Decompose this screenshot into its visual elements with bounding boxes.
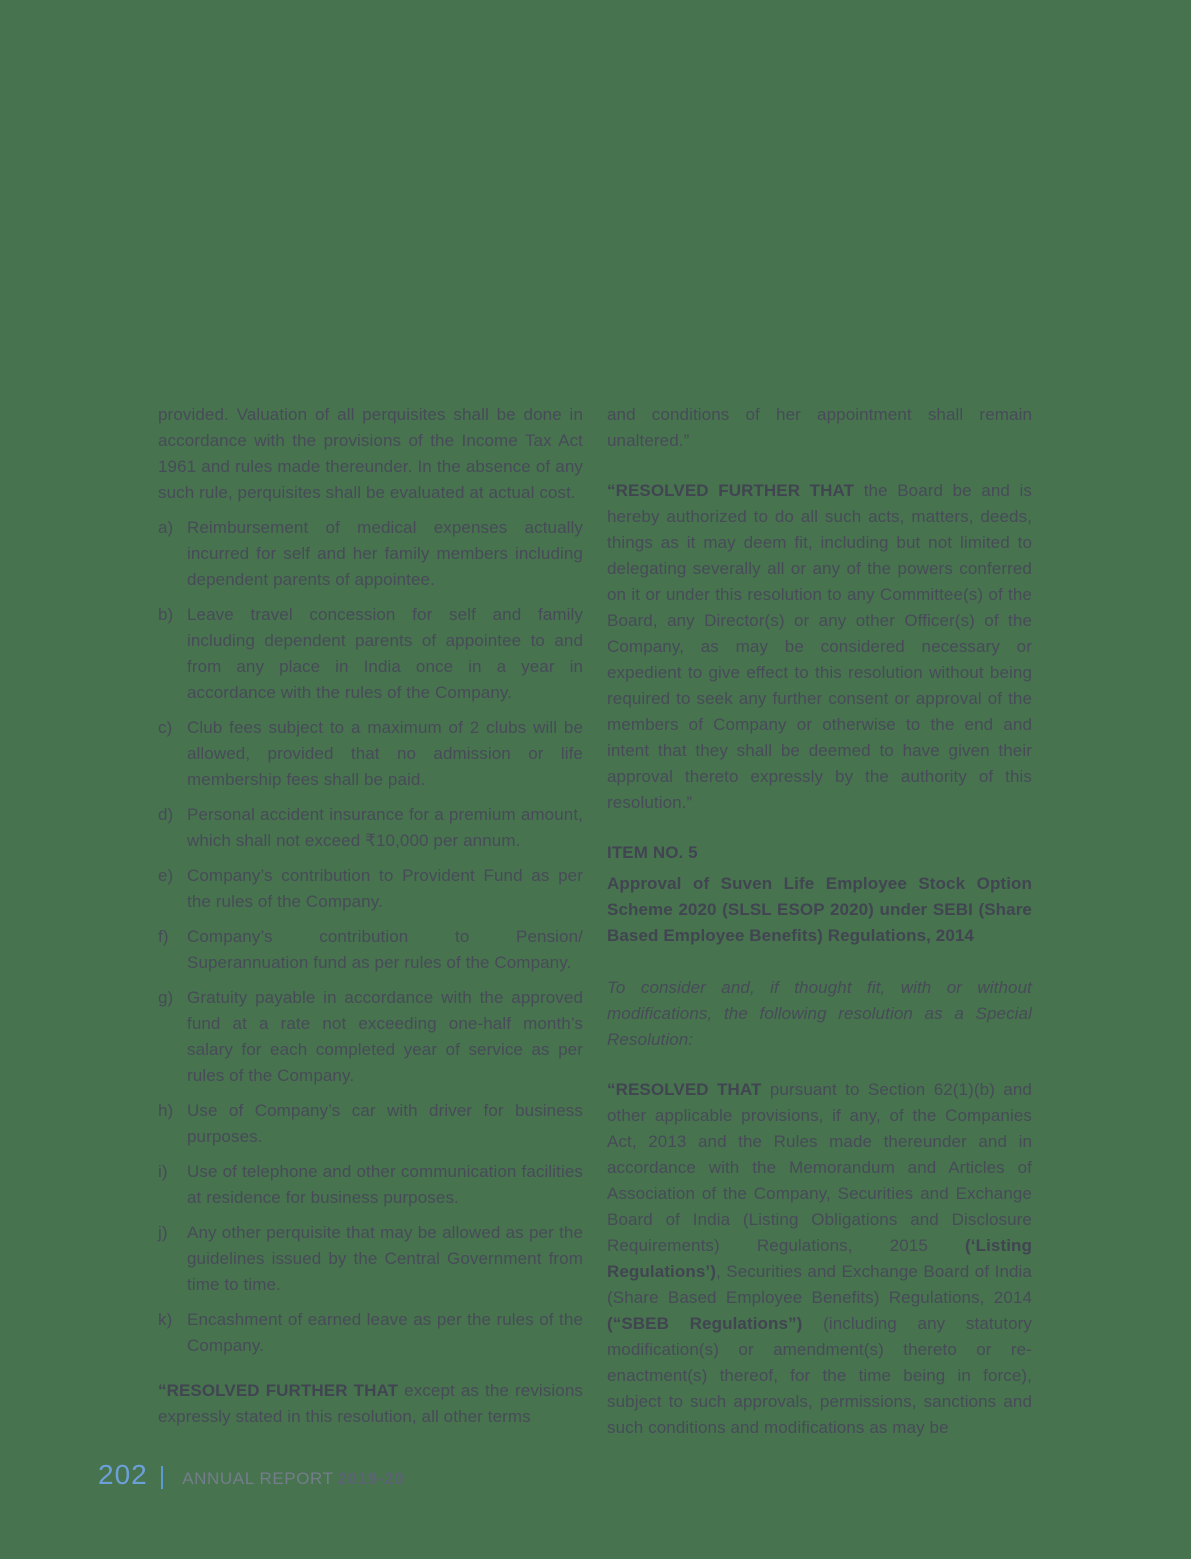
page-content: [158, 402, 1032, 1441]
listing-regulations-term: (‘Listing Regulations’): [607, 1236, 1032, 1281]
list-item-text: Encashment of earned leave as per the rules of the Company.: [187, 1310, 583, 1355]
resolved-further-paragraph: [607, 478, 1032, 816]
resolved-further-rest: except as the revisions expressly stated in this resolution, all other terms: [158, 1381, 583, 1426]
list-item-label: b): [158, 605, 174, 624]
list-item-label: g): [158, 988, 174, 1007]
page-footer: [98, 1458, 404, 1492]
list-item-text: Gratuity payable in accordance with the approved fund at a rate not exceeding one-half month’s salary for each completed year of service as per rules of the Company.: [187, 988, 583, 1085]
report-year: 2019-20: [337, 1469, 405, 1488]
list-item-label: k): [158, 1310, 173, 1329]
list-item-label: e): [158, 866, 174, 885]
item-5-title: Approval of Suven Life Employee Stock Option Scheme 2020 (SLSL ESOP 2020) under SEBI (Share Based Employee Benefits) Regulations, 2014: [607, 874, 1032, 945]
page-number: 202: [98, 1459, 148, 1490]
list-item-text: Personal accident insurance for a premium amount, which shall not exceed ₹10,000 per annum.: [187, 805, 583, 850]
resolved-that-text: (including any statutory modification(s) or amendment(s) thereto or re-enactment(s) thereof, for the time being in force), subject to such approvals, permissions, sanctions and such conditions and modifications as may be: [607, 1314, 1033, 1437]
sbeb-regulations-term: (“SBEB Regulations”): [607, 1314, 803, 1333]
list-item-label: d): [158, 805, 174, 824]
list-item-label: i): [158, 1162, 168, 1181]
list-item-label: a): [158, 518, 174, 537]
list-item-text: Leave travel concession for self and family including dependent parents of appointee to and from any place in India once in a year in accordance with the rules of the Company.: [187, 605, 583, 702]
list-item-text: Company’s contribution to Pension/ Superannuation fund as per rules of the Company.: [187, 927, 583, 972]
list-item: [158, 924, 583, 976]
report-title: [182, 1469, 404, 1489]
list-item-label: c): [158, 718, 173, 737]
footer-divider: |: [158, 1462, 166, 1490]
resolved-further-lead: “RESOLVED FURTHER THAT: [158, 1381, 399, 1400]
list-item-text: Use of Company’s car with driver for business purposes.: [187, 1101, 583, 1146]
list-item: [158, 802, 583, 854]
continuation-paragraph: and conditions of her appointment shall remain unaltered.”: [607, 405, 1032, 450]
list-item: [158, 985, 583, 1089]
resolved-that-paragraph: [607, 1077, 1032, 1441]
list-item-label: h): [158, 1101, 174, 1120]
list-item: [158, 602, 583, 706]
resolved-further-lead: “RESOLVED FURTHER THAT: [607, 481, 855, 500]
list-item-label: f): [158, 927, 169, 946]
list-item-text: Reimbursement of medical expenses actually incurred for self and her family members including dependent parents of appointee.: [187, 518, 583, 589]
resolved-that-lead: “RESOLVED THAT: [607, 1080, 762, 1099]
resolved-that-text: , Securities and Exchange Board of India (Share Based Employee Benefits) Regulations, 2014: [607, 1262, 1032, 1307]
list-item: [158, 515, 583, 593]
report-label: ANNUAL REPORT: [182, 1469, 334, 1488]
list-item: [158, 1159, 583, 1211]
closing-paragraph: [158, 1378, 583, 1430]
item-5-heading: ITEM NO. 5: [607, 843, 698, 862]
list-item: [158, 863, 583, 915]
list-item: [158, 1220, 583, 1298]
left-column: [158, 402, 583, 1441]
special-resolution-note: To consider and, if thought fit, with or without modifications, the following resolution as a Special Resolution:: [607, 978, 1032, 1049]
list-item-text: Club fees subject to a maximum of 2 clubs will be allowed, provided that no admission or life membership fees shall be paid.: [187, 718, 583, 789]
list-item-text: Any other perquisite that may be allowed as per the guidelines issued by the Central Government from time to time.: [187, 1223, 583, 1294]
right-column: [607, 402, 1032, 1441]
resolved-further-rest: the Board be and is hereby authorized to do all such acts, matters, deeds, things as it may deem fit, including but not limited to delegating severally all or any of the powers conferred on it or under this resolution to any Committee(s) of the Board, any Director(s) or any other Officer(s) of the Company, as may be considered necessary or expedient to give effect to this resolution without being required to seek any further consent or approval of the members of Company or otherwise to the end and intent that they shall be deemed to have given their approval thereto expressly by the authority of this resolution.”: [607, 481, 1032, 812]
list-item-label: j): [158, 1223, 168, 1242]
list-item-text: Company’s contribution to Provident Fund as per the rules of the Company.: [187, 866, 583, 911]
list-item-text: Use of telephone and other communication facilities at residence for business purposes.: [187, 1162, 583, 1207]
list-item: [158, 1307, 583, 1359]
intro-paragraph: provided. Valuation of all perquisites shall be done in accordance with the provisions of the Income Tax Act 1961 and rules made thereunder. In the absence of any such rule, perquisites shall be evaluated at actual cost.: [158, 405, 583, 502]
list-item: [158, 715, 583, 793]
perquisites-list: [158, 515, 583, 1359]
list-item: [158, 1098, 583, 1150]
resolved-that-text: pursuant to Section 62(1)(b) and other applicable provisions, if any, of the Companies Act, 2013 and the Rules made thereunder and in accordance with the Memorandum and Articles of Association of the Company, Securities and Exchange Board of India (Listing Obligations and Disclosure Requirements) Regulations, 2015: [607, 1080, 1032, 1255]
